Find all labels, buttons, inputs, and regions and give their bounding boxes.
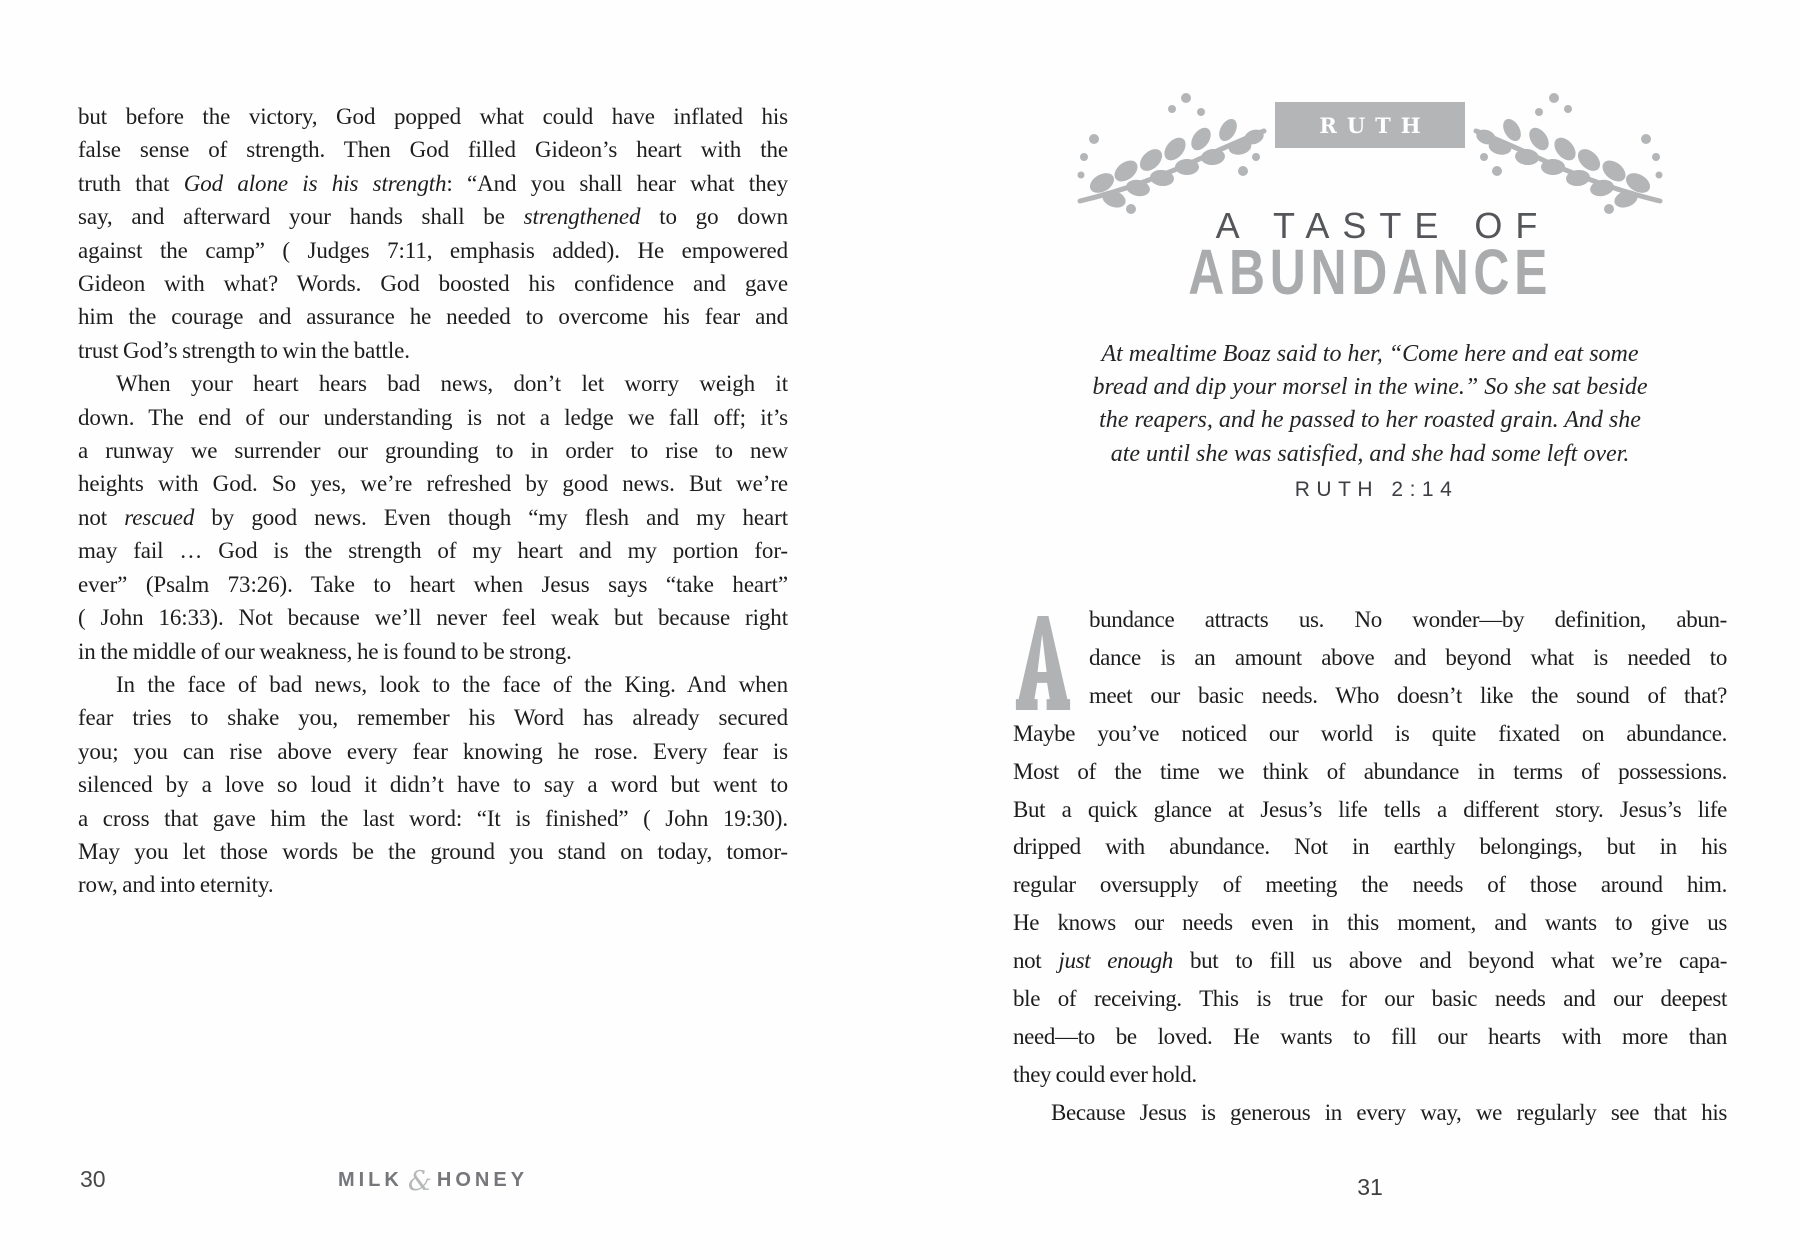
text-line: ate until she was satisfied, and she had some left over. — [1110, 440, 1630, 467]
chapter-badge — [1275, 102, 1465, 148]
footer-logo-honey: HONEY — [436, 1169, 529, 1191]
text-line: truth that God alone is his strength: “And you shall hear what they — [78, 170, 788, 196]
text-line: Gideon with what? Words. God boosted his confidence and gave — [78, 271, 788, 297]
text-line: they could ever hold. — [1013, 1061, 1197, 1087]
text-line: Because Jesus is generous in every way, we regularly see that his — [1051, 1099, 1727, 1125]
text-line: not just enough but to fill us above and beyond what we’re capa- — [1013, 948, 1728, 974]
chapter-title-line2-text: ABUNDANCE — [1188, 236, 1552, 308]
laurel-branch-icon — [1074, 85, 1269, 215]
text-line: ( John 16:33). Not because we’ll never feel weak but because right — [78, 605, 788, 631]
text-line: ble of receiving. This is true for our basic needs and our deepest — [1013, 986, 1727, 1012]
text-line: may fail … God is the strength of my heart and my portion for- — [78, 538, 788, 564]
text-line: bread and dip your morsel in the wine.” So she sat beside — [1092, 374, 1648, 401]
text-line: ever” (Psalm 73:26). Take to heart when Jesus says “take heart” — [78, 571, 788, 597]
text-line: down. The end of our understanding is not a ledge we fall off; it’s — [78, 404, 788, 430]
text-line: He knows our needs even in this moment, and wants to give us — [1013, 910, 1727, 936]
text-line: silenced by a love so loud it didn’t have to say a word but went to — [78, 772, 788, 798]
text-line: regular oversupply of meeting the needs of those around him. — [1013, 872, 1727, 898]
text-line: but before the victory, God popped what could have inflated his — [78, 104, 788, 129]
chapter-title-line1: A TASTE OF — [1215, 205, 1551, 246]
footer-logo — [78, 1165, 788, 1196]
text-line: against the camp” ( Judges 7:11, emphasis added). He empowered — [78, 237, 788, 263]
footer-logo-milk: MILK — [337, 1169, 403, 1191]
text-line: you; you can rise above every fear knowing he rose. Every fear is — [78, 738, 788, 764]
text-line: dance is an amount above and beyond what is needed to — [1089, 644, 1727, 670]
text-line: At mealtime Boaz said to her, “Come here and eat some — [1101, 341, 1639, 367]
text-line: When your heart hears bad news, don’t let worry weigh it — [116, 371, 788, 397]
text-line: the reapers, and he passed to her roasted grain. And she — [1099, 407, 1641, 434]
text-line: him the courage and assurance he needed to overcome his fear and — [78, 304, 788, 330]
left-page-body-text — [78, 100, 788, 902]
right-page-body-text — [1013, 601, 1727, 1132]
text-line: not rescued by good news. Even though “my flesh and my heart — [78, 504, 789, 530]
chapter-title-line2 — [1013, 236, 1727, 308]
text-line: Most of the time we think of abundance in terms of possessions. — [1013, 758, 1727, 784]
text-line: meet our basic needs. Who doesn’t like the sound of that? — [1089, 682, 1727, 708]
text-line: fear tries to shake you, remember his Word has already secured — [78, 705, 788, 731]
text-line: May you let those words be the ground you stand on today, tomor- — [78, 838, 788, 864]
text-line: trust God’s strength to win the battle. — [78, 337, 410, 363]
text-line: need—to be loved. He wants to fill our hearts with more than — [1013, 1023, 1727, 1049]
epigraph-quote — [1013, 338, 1727, 471]
text-line: In the face of bad news, look to the face of the King. And when — [116, 671, 788, 697]
text-line: say, and afterward your hands shall be strengthened to go down — [78, 204, 789, 230]
text-line: Maybe you’ve noticed our world is quite fixated on abundance. — [1013, 720, 1727, 746]
verse-reference: RUTH 2:14 — [1294, 478, 1459, 501]
text-line: false sense of strength. Then God filled Gideon’s heart with the — [78, 137, 788, 163]
chapter-header — [1013, 85, 1727, 215]
text-line: row, and into eternity. — [78, 872, 274, 898]
laurel-branch-icon — [1471, 85, 1666, 215]
text-line: heights with God. So yes, we’re refreshed by good news. But we’re — [78, 471, 788, 497]
text-line: a runway we surrender our grounding to in order to rise to new — [78, 438, 788, 464]
text-line: in the middle of our weakness, he is found to be strong. — [78, 638, 572, 664]
text-line: But a quick glance at Jesus’s life tells a different story. Jesus’s life — [1013, 796, 1727, 822]
chapter-badge-label: RUTH — [1319, 112, 1431, 138]
text-line: bundance attracts us. No wonder—by definition, abun- — [1089, 607, 1727, 632]
left-page-number: 30 — [80, 1166, 106, 1192]
text-line: a cross that gave him the last word: “It is finished” ( John 19:30). — [78, 805, 788, 831]
text-line: dripped with abundance. Not in earthly belongings, but in his — [1013, 834, 1727, 860]
right-page-number: 31 — [1357, 1174, 1383, 1200]
ampersand-icon: & — [407, 1166, 432, 1197]
